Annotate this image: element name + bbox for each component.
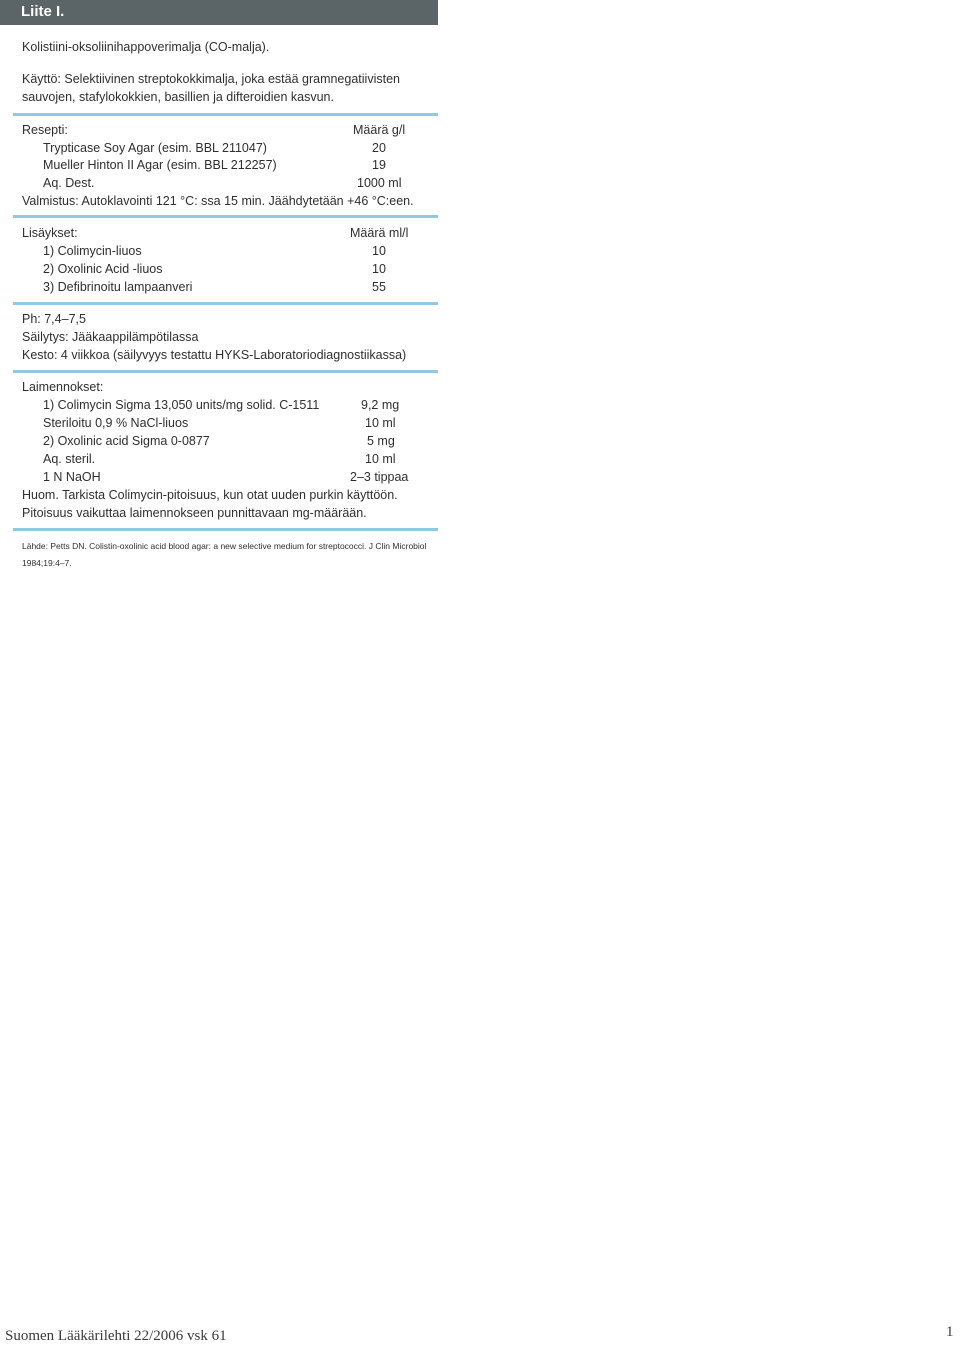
recipe-item-name: Mueller Hinton II Agar (esim. BBL 212257) [43,158,277,172]
recipe-amount-heading: Määrä g/l [353,123,406,137]
recipe-item-amount: 20 [372,141,386,155]
dilution-item-amount: 2–3 tippaa [350,470,409,484]
dilution-item-amount: 9,2 mg [361,398,400,412]
usage-line-2: sauvojen, stafylokokkien, basillien ja difteroidien kasvun. [22,90,334,104]
addition-item-amount: 55 [372,280,386,294]
shelf-life-text: Kesto: 4 viikkoa (säilyvyys testattu HYKS-Laboratoriodiagnostiikassa) [22,348,407,362]
addition-item-name: 1) Colimycin-liuos [43,244,142,258]
dilution-item-name: 1) Colimycin Sigma 13,050 units/mg solid. C-1511 [43,398,320,412]
dilution-item-name: 1 N NaOH [43,470,101,484]
dilution-note-2: Pitoisuus vaikuttaa laimennokseen punnittavaan mg-määrään. [22,506,367,520]
dilution-item-amount: 5 mg [367,434,395,448]
section-divider [13,370,438,373]
dilution-item-name: 2) Oxolinic acid Sigma 0-0877 [43,434,210,448]
addition-item-name: 3) Defibrinoitu lampaanveri [43,280,193,294]
addition-item-amount: 10 [372,244,386,258]
section-divider [13,113,438,116]
source-line-2: 1984;19:4–7. [22,558,72,568]
recipe-item-amount: 1000 ml [357,176,402,190]
appendix-title: Liite I. [21,3,65,20]
source-line-1: Lähde: Petts DN. Colistin-oxolinic acid blood agar: a new selective medium for streptococci. J Clin Microbiol [22,541,427,551]
recipe-heading: Resepti: [22,123,68,137]
section-divider [13,302,438,305]
preparation-text: Valmistus: Autoklavointi 121 °C: ssa 15 min. Jäähdytetään +46 °C:een. [22,194,414,208]
publication-footer: Suomen Lääkärilehti 22/2006 vsk 61 [5,1328,227,1344]
additions-amount-heading: Määrä ml/l [350,226,409,240]
recipe-item-name: Trypticase Soy Agar (esim. BBL 211047) [43,141,267,155]
page-number: 1 [946,1324,954,1340]
dilution-item-amount: 10 ml [365,416,396,430]
dilution-item-name: Steriloitu 0,9 % NaCl-liuos [43,416,189,430]
ph-value: Ph: 7,4–7,5 [22,312,86,326]
recipe-item-name: Aq. Dest. [43,176,95,190]
addition-item-name: 2) Oxolinic Acid -liuos [43,262,163,276]
dilution-note-1: Huom. Tarkista Colimycin-pitoisuus, kun otat uuden purkin käyttöön. [22,488,398,502]
medium-name: Kolistiini-oksoliinihappoverimalja (CO-malja). [22,40,270,54]
storage-text: Säilytys: Jääkaappilämpötilassa [22,330,199,344]
dilution-item-name: Aq. steril. [43,452,96,466]
header-bar [0,0,438,25]
usage-line-1: Käyttö: Selektiivinen streptokokkimalja, joka estää gramnegatiivisten [22,72,400,86]
additions-heading: Lisäykset: [22,226,78,240]
dilutions-heading: Laimennokset: [22,380,104,394]
addition-item-amount: 10 [372,262,386,276]
section-divider [13,528,438,531]
section-divider [13,215,438,218]
dilution-item-amount: 10 ml [365,452,396,466]
recipe-item-amount: 19 [372,158,386,172]
